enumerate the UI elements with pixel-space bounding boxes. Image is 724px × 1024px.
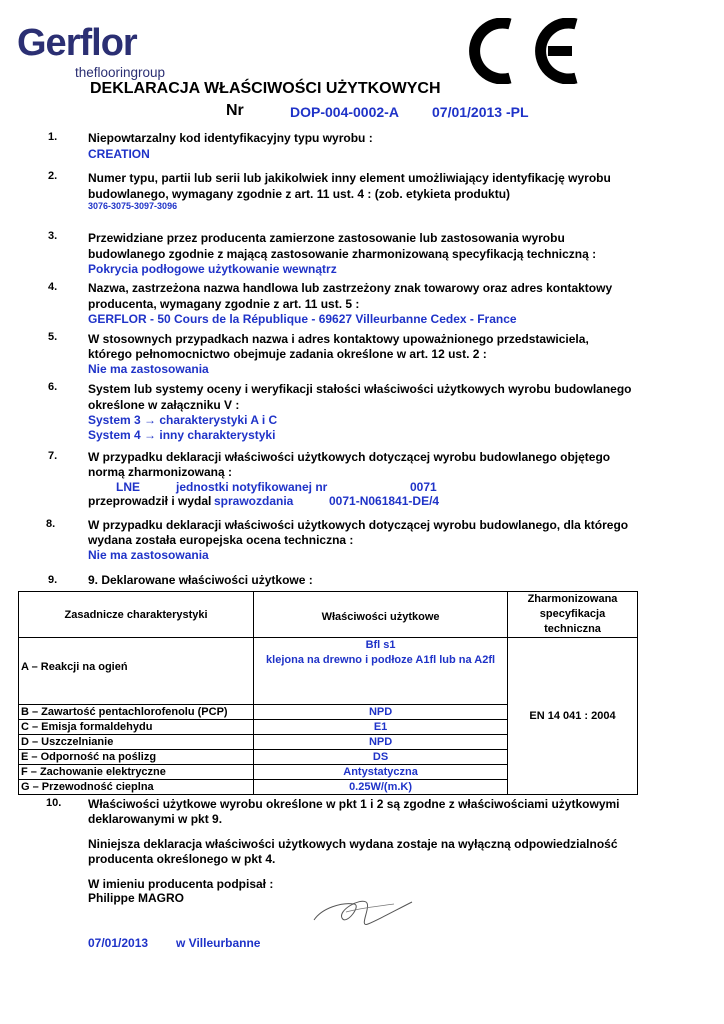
section-1-text: Niepowtarzalny kod identyfikacyjny typu wyrobu : bbox=[88, 131, 373, 145]
section-9-text: 9. Deklarowane właściwości użytkowe : bbox=[88, 573, 313, 587]
logo-subtitle: theflooringroup bbox=[75, 65, 166, 80]
section-7-line2: normą zharmonizowaną : bbox=[88, 465, 233, 479]
section-4-line2: producenta, wymagany zgodnie z art. 11 ust. 5 : bbox=[88, 297, 360, 311]
section-6-line1: System lub systemy oceny i weryfikacji stałości właściwości użytkowych wyrobu budowlanego bbox=[88, 382, 632, 396]
header-characteristics: Zasadnicze charakterystyki bbox=[19, 592, 254, 638]
section-2-line1: Numer typu, partii lub serii lub jakikolwiek inny element umożliwiający identyfikację wyrobu bbox=[88, 171, 611, 185]
section-5-line1: W stosownych przypadkach nazwa i adres kontaktowy upoważnionego przedstawiciela, bbox=[88, 332, 589, 346]
dop-date: 07/01/2013 -PL bbox=[432, 104, 529, 120]
row-a-value-line2: klejona na drewno i podłoze A1fl lub na A2fl bbox=[266, 654, 496, 666]
row-characteristic: F – Zachowanie elektryczne bbox=[19, 765, 254, 780]
section-1-number: 1. bbox=[48, 131, 58, 143]
section-6-value2: System 4 → inny charakterystyki bbox=[88, 428, 276, 442]
section-10-number: 10. bbox=[46, 797, 62, 809]
row-a-value bbox=[254, 638, 508, 705]
ce-mark-icon bbox=[452, 18, 582, 84]
section-4-value: GERFLOR - 50 Cours de la République - 69627 Villeurbanne Cedex - France bbox=[88, 312, 517, 326]
section-8-value: Nie ma zastosowania bbox=[88, 548, 209, 562]
spec-cell: EN 14 041 : 2004 bbox=[508, 638, 638, 795]
section-3-value: Pokrycia podłogowe użytkowanie wewnątrz bbox=[88, 262, 337, 276]
section-5-value: Nie ma zastosowania bbox=[88, 362, 209, 376]
section-8-line2: wydana została europejska ocena techniczna : bbox=[88, 533, 354, 547]
header-spec-line1: Zharmonizowana bbox=[527, 593, 618, 605]
section-2-number: 2. bbox=[48, 170, 58, 182]
section-4-line1: Nazwa, zastrzeżona nazwa handlowa lub zastrzeżony znak towarowy oraz adres kontaktowy bbox=[88, 281, 613, 295]
header-spec-line3: techniczna bbox=[544, 623, 601, 635]
header-performance: Właściwości użytkowe bbox=[254, 592, 508, 638]
row-value: E1 bbox=[254, 720, 508, 735]
section-7-body-number: 0071 bbox=[410, 480, 437, 494]
row-characteristic: D – Uszczelnianie bbox=[19, 735, 254, 750]
section-7-number: 7. bbox=[48, 450, 58, 462]
document-title: DEKLARACJA WŁAŚCIWOŚCI UŻYTKOWYCH bbox=[90, 80, 441, 97]
nr-label: Nr bbox=[226, 102, 244, 119]
section-10-line2: deklarowanymi w pkt 9. bbox=[88, 812, 223, 826]
dop-number: DOP-004-0002-A bbox=[290, 104, 399, 120]
footer-place: w Villeurbanne bbox=[176, 936, 261, 950]
section-1-value: CREATION bbox=[88, 147, 150, 161]
section-9-number: 9. bbox=[48, 574, 58, 586]
row-value: NPD bbox=[254, 735, 508, 750]
section-4-number: 4. bbox=[48, 281, 58, 293]
section-7-report: 0071-N061841-DE/4 bbox=[329, 494, 440, 508]
row-characteristic: C – Emisja formaldehydu bbox=[19, 720, 254, 735]
section-7-line4b: sprawozdania bbox=[214, 494, 294, 508]
signatory-label: W imieniu producenta podpisał : bbox=[88, 877, 274, 891]
row-value: Antystatyczna bbox=[254, 765, 508, 780]
row-value: NPD bbox=[254, 705, 508, 720]
header-spec bbox=[508, 592, 638, 638]
section-6-line2: określone w załączniku V : bbox=[88, 398, 240, 412]
section-3-line2: budowlanego zgodnie z mającą zastosowanie zharmonizowaną specyfikacją techniczną : bbox=[88, 247, 597, 261]
row-characteristic: E – Odporność na poślizg bbox=[19, 750, 254, 765]
table-row bbox=[19, 638, 638, 705]
row-characteristic: G – Przewodność cieplna bbox=[19, 780, 254, 795]
section-8-number: 8. bbox=[46, 518, 56, 530]
section-2-line2: budowlanego, wymagany zgodnie z art. 11 ust. 4 : (zob. etykieta produktu) bbox=[88, 187, 511, 201]
section-6-number: 6. bbox=[48, 381, 58, 393]
section-7-line1: W przypadku deklaracji właściwości użytkowych dotyczącej wyrobu budowlanego objętego bbox=[88, 450, 611, 464]
row-value: 0.25W/(m.K) bbox=[254, 780, 508, 795]
section-5-number: 5. bbox=[48, 331, 58, 343]
section-3-number: 3. bbox=[48, 230, 58, 242]
section-3-line1: Przewidziane przez producenta zamierzone zastosowanie lub zastosowania wyrobu bbox=[88, 231, 565, 245]
row-a-characteristic: A – Reakcji na ogień bbox=[19, 638, 254, 705]
row-characteristic: B – Zawartość pentachlorofenolu (PCP) bbox=[19, 705, 254, 720]
section-2-value: 3076-3075-3097-3096 bbox=[88, 201, 178, 211]
signature-image bbox=[302, 868, 422, 938]
section-8-line1: W przypadku deklaracji właściwości użytkowych dotyczącej wyrobu budowlanego, dla którego bbox=[88, 518, 629, 532]
section-10-line4: producenta określonego w pkt 4. bbox=[88, 852, 276, 866]
section-7-lab: LNE bbox=[116, 480, 140, 494]
properties-table bbox=[18, 591, 638, 795]
section-10-line3: Niniejsza deklaracja właściwości użytkowych wydana zostaje na wyłączną odpowiedzialność bbox=[88, 837, 618, 851]
table-header-row bbox=[19, 592, 638, 638]
signatory-name: Philippe MAGRO bbox=[88, 891, 184, 905]
section-7-body: jednostki notyfikowanej nr bbox=[176, 480, 328, 494]
footer-date: 07/01/2013 bbox=[88, 936, 149, 950]
section-6-value1: System 3 → charakterystyki A i C bbox=[88, 413, 278, 427]
row-value: DS bbox=[254, 750, 508, 765]
row-a-value-line1: Bfl s1 bbox=[365, 639, 396, 651]
gerflor-logo bbox=[17, 22, 177, 82]
section-7-line4a: przeprowadził i wydal bbox=[88, 494, 212, 508]
section-10-line1: Właściwości użytkowe wyrobu określone w pkt 1 i 2 są zgodne z właściwościami użytkowymi bbox=[88, 797, 620, 811]
logo-wordmark: Gerflor bbox=[17, 22, 137, 64]
header-spec-line2: specyfikacja bbox=[539, 608, 606, 620]
section-5-line2: którego pełnomocnictwo obejmuje zadania określone w art. 12 ust. 2 : bbox=[88, 347, 487, 361]
